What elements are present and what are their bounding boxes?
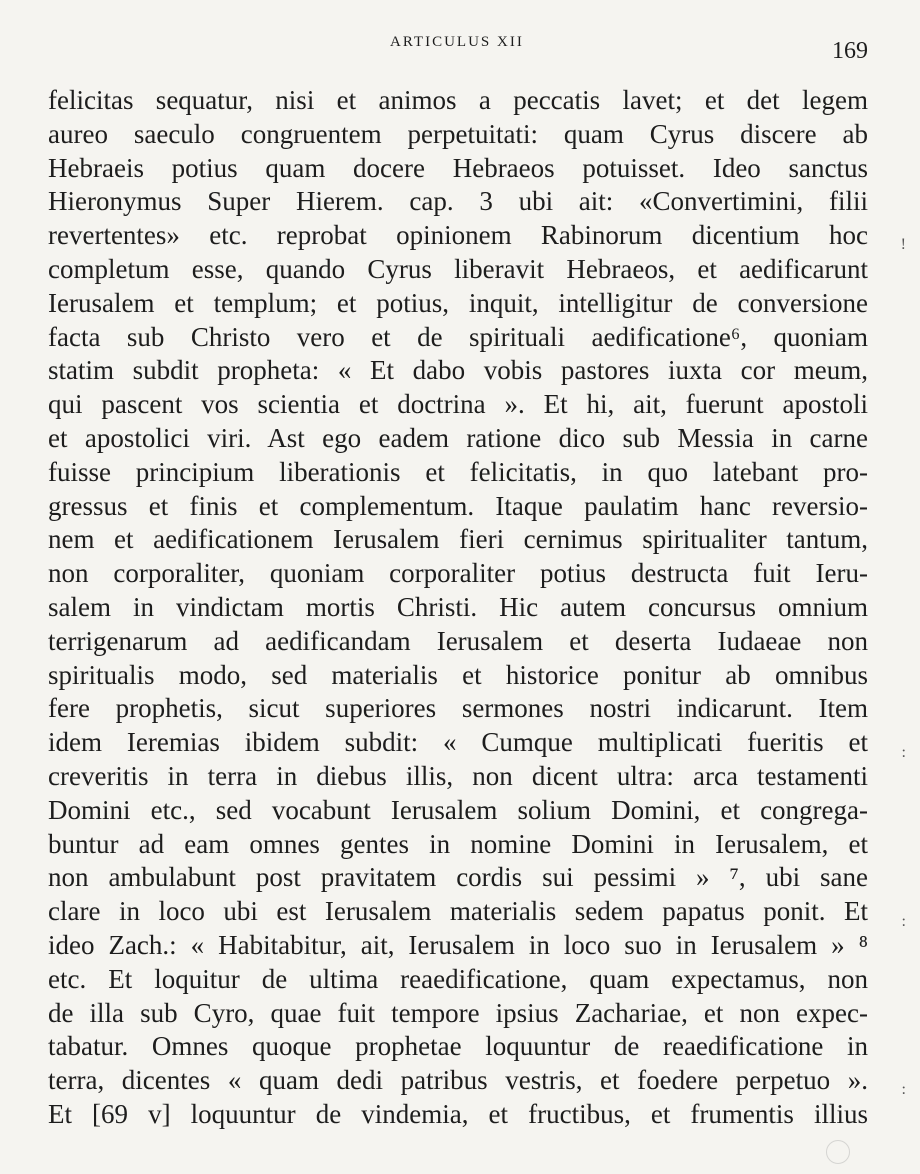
text-line: creveritis in terra in diebus illis, non dicent ultra: arca testamenti [48,760,868,791]
text-line: buntur ad eam omnes gentes in nomine Domini in Ierusalem, et [48,828,868,859]
text-line: de illa sub Cyro, quae fuit tempore ipsius Zachariae, et non expec- [48,997,868,1028]
text-line: idem Ieremias ibidem subdit: « Cumque multiplicati fueritis et [48,727,868,758]
text-line: Ierusalem et templum; et potius, inquit, intelligitur de conversione [48,287,868,318]
text-line: fere prophetis, sicut superiores sermones nostri indicarunt. Item [48,693,868,724]
text-line: Et [69 v] loquuntur de vindemia, et fructibus, et frumentis illius [48,1098,868,1129]
text-line: aureo saeculo congruentem perpetuitati: quam Cyrus discere ab [48,118,868,149]
text-line: tabatur. Omnes quoque prophetae loquuntur de reaedificatione in [48,1031,868,1062]
text-line: etc. Et loquitur de ultima reaedificatione, quam expectamus, non [48,963,868,994]
text-line: non ambulabunt post pravitatem cordis sui pessimi » ⁷, ubi sane [48,862,868,893]
page-number: 169 [832,38,868,64]
margin-mark: ! [900,236,906,253]
scan-smudge [826,1140,850,1164]
margin-mark: : [901,1081,906,1098]
text-line: Hebraeis potius quam docere Hebraeos potuisset. Ideo sanctus [48,152,868,183]
text-line: ideo Zach.: « Habitabitur, ait, Ierusalem in loco suo in Ierusalem » ⁸ [48,929,868,960]
running-head: ARTICULUS XII [390,34,524,50]
text-line: qui pascent vos scientia et doctrina ». Et hi, ait, fuerunt apostoli [48,389,868,420]
text-line: salem in vindictam mortis Christi. Hic autem concursus omnium [48,591,868,622]
text-line: statim subdit propheta: « Et dabo vobis pastores iuxta cor meum, [48,355,868,386]
text-line: fuisse principium liberationis et felicitatis, in quo latebant pro- [48,456,868,487]
text-line: terrigenarum ad aedificandam Ierusalem et deserta Iudaeae non [48,625,868,656]
text-line: felicitas sequatur, nisi et animos a peccatis lavet; et det legem [48,85,868,115]
text-line: non corporaliter, quoniam corporaliter potius destructa fuit Ieru- [48,558,868,589]
text-line: revertentes» etc. reprobat opinionem Rabinorum dicentium hoc [48,220,868,251]
text-line: et apostolici viri. Ast ego eadem ratione dico sub Messia in carne [48,422,868,453]
text-line: gressus et finis et complementum. Itaque paulatim hanc reversio- [48,490,868,521]
margin-mark: : [901,744,906,761]
text-line: Domini etc., sed vocabunt Ierusalem solium Domini, et congrega- [48,794,868,825]
text-line: spiritualis modo, sed materialis et historice ponitur ab omnibus [48,659,868,690]
text-line: facta sub Christo vero et de spirituali aedificatione⁶, quoniam [48,321,868,352]
body-text [48,84,868,1132]
text-line: terra, dicentes « quam dedi patribus vestris, et foedere perpetuo ». [48,1065,868,1096]
text-line: clare in loco ubi est Ierusalem materialis sedem papatus ponit. Et [48,896,868,927]
margin-mark: : [901,913,906,930]
text-line: nem et aedificationem Ierusalem fieri cernimus spiritualiter tantum, [48,524,868,555]
text-line: completum esse, quando Cyrus liberavit Hebraeos, et aedificarunt [48,253,868,284]
text-line: Hieronymus Super Hierem. cap. 3 ubi ait: «Convertimini, filii [48,186,868,217]
